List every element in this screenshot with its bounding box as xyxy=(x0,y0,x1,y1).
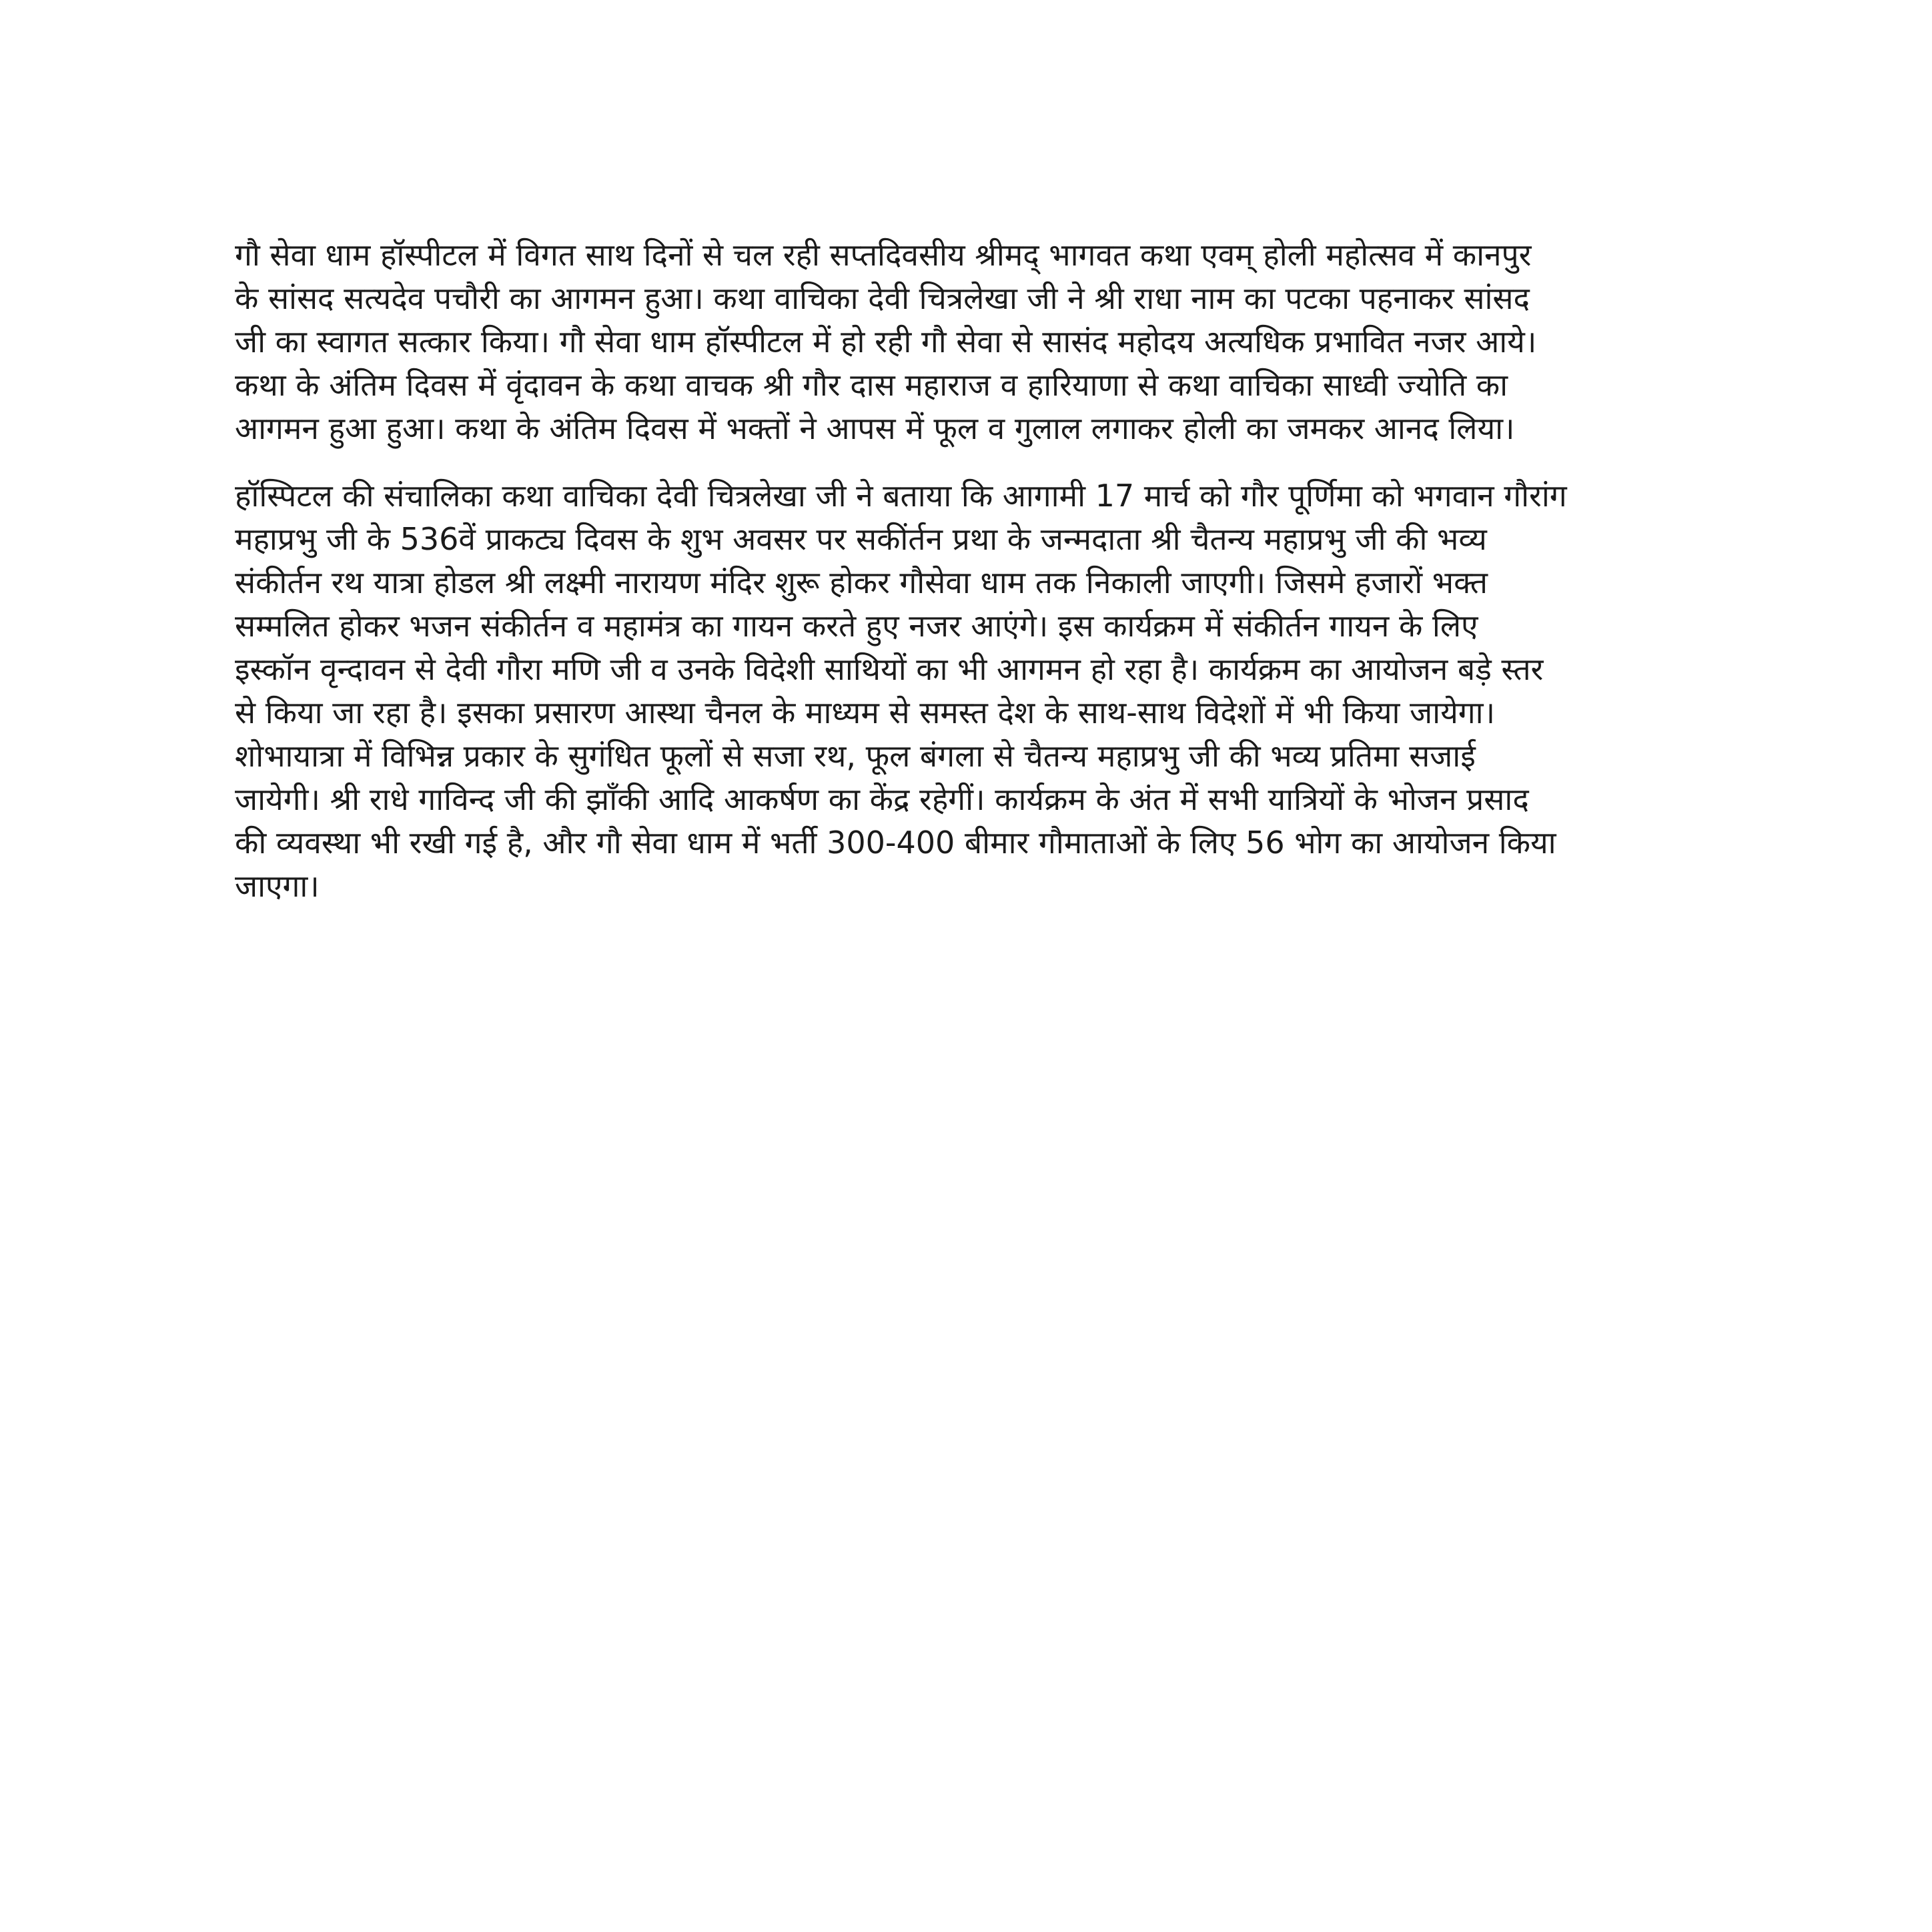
paragraph-1 xyxy=(235,233,1756,450)
paragraph-1-line: कथा के अंतिम दिवस में वृंदावन के कथा वाचक श्री गौर दास महाराज व हारियाणा से कथा वाचिका साध्वी ज्योति का xyxy=(235,367,1508,403)
paragraph-1-line: जी का स्वागत सत्कार किया। गौ सेवा धाम हॉस्पीटल में हो रही गौ सेवा से सासंद महोदय अत्यधिक प्रभावित नजर आये। xyxy=(235,324,1537,360)
paragraph-2-line: की व्यवस्था भी रखी गई है, और गौ सेवा धाम में भर्ती 300-400 बीमार गौमाताओं के लिए 56 भोग का आयोजन किया xyxy=(235,825,1556,861)
paragraph-1-line: आगमन हुआ हुआ। कथा के अंतिम दिवस में भक्तों ने आपस में फूल व गुलाल लगाकर होली का जमकर आनद लिया। xyxy=(235,410,1515,446)
paragraph-2-line: शोभायात्रा में विभिन्न प्रकार के सुगंधित फूलों से सजा रथ, फूल बंगला से चैतन्य महाप्रभु जी की भव्य प्रतिमा सजाई xyxy=(235,738,1476,774)
paragraph-1-line: गौ सेवा धाम हॉस्पीटल में विगत साथ दिनों से चल रही सप्तदिवसीय श्रीमद् भागवत कथा एवम् होली महोत्सव में कानपुर xyxy=(235,237,1532,273)
paragraph-2-line: हॉस्पिटल की संचालिका कथा वाचिका देवी चित्रलेखा जी ने बताया कि आगामी 17 मार्च को गौर पूर्णिमा को भगवान गौरांग xyxy=(235,478,1567,514)
paragraph-2-line: जायेगी। श्री राधे गाविन्द जी की झाँकी आदि आकर्षण का केंद्र रहेगीं। कार्यक्रम के अंत में सभी यात्रियों के भोजन प्रसाद xyxy=(235,781,1529,817)
paragraph-2-line: महाप्रभु जी के 536वें प्राकट्य दिवस के शुभ अवसर पर सकींर्तन प्रथा के जन्मदाता श्री चैतन्य महाप्रभु जी की भव्य xyxy=(235,521,1487,557)
paragraph-2-line: सम्मलित होकर भजन संकीर्तन व महामंत्र का गायन करते हुए नजर आएंगे। इस कार्यक्रम में संकीर्तन गायन के लिए xyxy=(235,608,1478,644)
paragraph-2-line: संकीर्तन रथ यात्रा होडल श्री लक्ष्मी नारायण मंदिर शुरू होकर गौसेवा धाम तक निकाली जाएगी। जिसमे हजारों भक्त xyxy=(235,564,1488,600)
paragraph-1-line: के सांसद सत्यदेव पचौरी का आगमन हुआ। कथा वाचिका देवी चित्रलेखा जी ने श्री राधा नाम का पटका पहनाकर सांसद xyxy=(235,280,1530,316)
article-body xyxy=(235,233,1756,908)
paragraph-2-line: से किया जा रहा है। इसका प्रसारण आस्था चैनल के माध्यम से समस्त देश के साथ-साथ विदेशों में भी किया जायेगा। xyxy=(235,694,1496,731)
paragraph-2 xyxy=(235,474,1756,908)
paragraph-2-line: इस्कॉन वृन्दावन से देवी गौरा मणि जी व उनके विदेशी साथियों का भी आगमन हो रहा है। कार्यक्रम का आयोजन बड़े स्तर xyxy=(235,651,1544,687)
paragraph-2-line: जाएगा। xyxy=(235,868,320,904)
